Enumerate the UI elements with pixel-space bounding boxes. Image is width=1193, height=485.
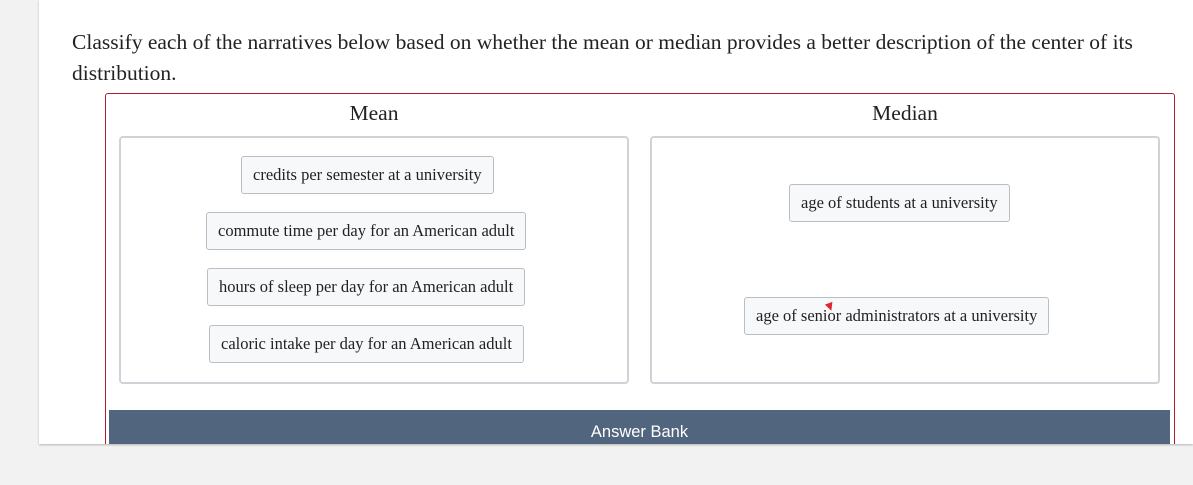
question-panel [39,0,1193,444]
answer-chip-age-of-senior-administrators[interactable]: age of senior administrators at a university [744,297,1049,335]
answer-chip-hours-of-sleep[interactable]: hours of sleep per day for an American adult [207,268,525,306]
column-header-median: Median [872,101,938,125]
drop-zone-median[interactable] [650,136,1160,384]
answer-chip-credits-per-semester[interactable]: credits per semester at a university [241,156,494,194]
question-prompt: Classify each of the narratives below based on whether the mean or median provides a better description of the center of its distribution. [72,30,1133,85]
answer-chip-caloric-intake[interactable]: caloric intake per day for an American adult [209,325,524,363]
answer-bank[interactable]: Answer Bank [109,410,1170,444]
answer-chip-commute-time[interactable]: commute time per day for an American adult [206,212,526,250]
answer-chip-age-of-students[interactable]: age of students at a university [789,184,1010,222]
column-header-mean: Mean [349,101,399,125]
